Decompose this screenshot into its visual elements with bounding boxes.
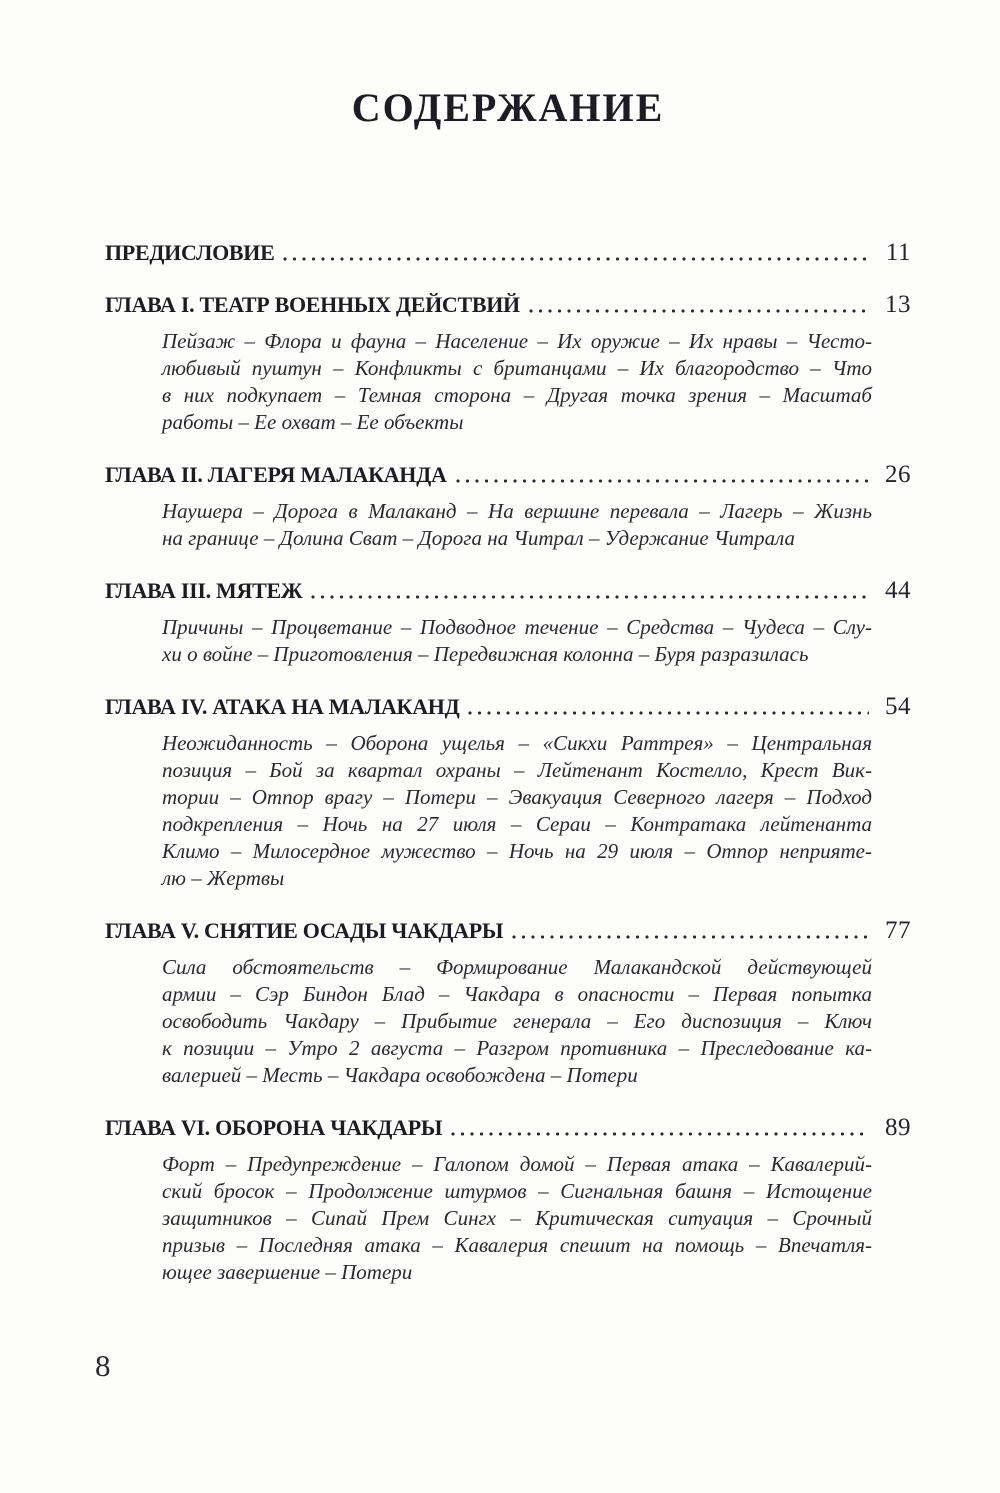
description-line: любивый пуштун – Конфликты с британцами – Их благородство – Что [162,356,872,380]
description-line: ский бросок – Продолжение штурмов – Сигнальная башня – Истощение [162,1179,872,1203]
description-line: позиция – Бой за квартал охраны – Лейтенант Костелло, Крест Вик- [162,758,872,782]
toc-entry-heading [105,240,911,266]
description-line: Причины – Процветание – Подводное течение – Средства – Чудеса – Слу- [162,615,872,639]
dot-leader [456,479,869,483]
toc-entry-description [162,1151,872,1286]
description-line: Сила обстоятельств – Формирование Малакандской действующей [162,955,872,979]
toc-entry-label: ГЛАВА VI. ОБОРОНА ЧАКДАРЫ [105,1115,443,1140]
toc-entry-page-number: 11 [885,239,911,266]
toc-entry-page-number: 44 [885,577,911,604]
description-line: призыв – Последняя атака – Кавалерия спешит на помощь – Впечатля- [162,1233,872,1257]
description-line: лю – Жертвы [162,866,285,890]
description-line: тории – Отпор врагу – Потери – Эвакуация Северного лагеря – Подход [162,785,872,809]
toc-entry-description [162,614,872,668]
toc-entry-description [162,730,872,892]
toc-entry [105,240,911,266]
description-line: подкрепления – Ночь на 27 июля – Сераи – Контратака лейтенанта [162,812,872,836]
toc-entry-heading [105,694,911,720]
toc-entry-label: ГЛАВА I. ТЕАТР ВОЕННЫХ ДЕЙСТВИЙ [105,292,520,317]
description-line: защитников – Сипай Прем Сингх – Критическая ситуация – Срочный [162,1206,872,1230]
description-line: в них подкупает – Темная сторона – Другая точка зрения – Масштаб [162,383,872,407]
description-line: Наушера – Дорога в Малаканд – На вершине перевала – Лагерь – Жизнь [162,499,872,523]
toc-entry-label: ГЛАВА III. МЯТЕЖ [105,578,303,603]
description-line: армии – Сэр Биндон Блад – Чакдара в опасности – Первая попытка [162,982,872,1006]
description-line: хи о войне – Приготовления – Передвижная колонна – Буря разразилась [162,642,809,666]
toc-entry-page-number: 89 [885,1114,911,1141]
description-line: Пейзаж – Флора и фауна – Население – Их оружие – Их нравы – Често- [162,329,872,353]
toc-entry-description [162,498,872,552]
toc-entry [105,578,911,668]
table-of-contents [105,240,911,1286]
dot-leader [311,595,869,599]
toc-entry-description [162,954,872,1089]
toc-entry-label: ГЛАВА II. ЛАГЕРЯ МАЛАКАНДА [105,462,447,487]
toc-entry-page-number: 54 [885,693,911,720]
toc-entry [105,292,911,436]
description-line: валерией – Месть – Чакдара освобождена – Потери [162,1063,638,1087]
page-title: СОДЕРЖАНИЕ [351,85,665,130]
toc-entry-label: ГЛАВА V. СНЯТИЕ ОСАДЫ ЧАКДАРЫ [105,918,504,943]
toc-entry-page-number: 13 [885,291,911,318]
toc-entry [105,1115,911,1286]
dot-leader [512,935,869,939]
description-line: ющее завершение – Потери [162,1260,413,1284]
toc-entry-label: ГЛАВА IV. АТАКА НА МАЛАКАНД [105,694,460,719]
toc-entry-page-number: 26 [885,461,911,488]
description-line: Климо – Милосердное мужество – Ночь на 29 июля – Отпор неприяте- [162,839,872,863]
toc-entry-description [162,328,872,436]
toc-entry [105,462,911,552]
description-line: работы – Ее охват – Ее объекты [162,410,464,434]
toc-entry-heading [105,292,911,318]
toc-entry-heading [105,1115,911,1141]
folio-page-number: 8 [95,1348,111,1383]
dot-leader [468,711,869,715]
toc-entry-heading [105,918,911,944]
description-line: на границе – Долина Сват – Дорога на Читрал – Удержание Читрала [162,526,796,550]
toc-entry [105,918,911,1089]
description-line: Форт – Предупреждение – Галопом домой – Первая атака – Кавалерий- [162,1152,872,1176]
toc-entry-page-number: 77 [885,917,911,944]
dot-leader [451,1132,869,1136]
description-line: освободить Чакдару – Прибытие генерала – Его диспозиция – Ключ [162,1009,872,1033]
toc-entry [105,694,911,892]
description-line: Неожиданность – Оборона ущелья – «Сикхи Раттрея» – Центральная [162,731,872,755]
toc-entry-label: ПРЕДИСЛОВИЕ [105,240,275,265]
dot-leader [529,309,869,313]
description-line: к позиции – Утро 2 августа – Разгром противника – Преследование ка- [162,1036,872,1060]
toc-entry-heading [105,578,911,604]
toc-entry-heading [105,462,911,488]
dot-leader [283,257,869,261]
